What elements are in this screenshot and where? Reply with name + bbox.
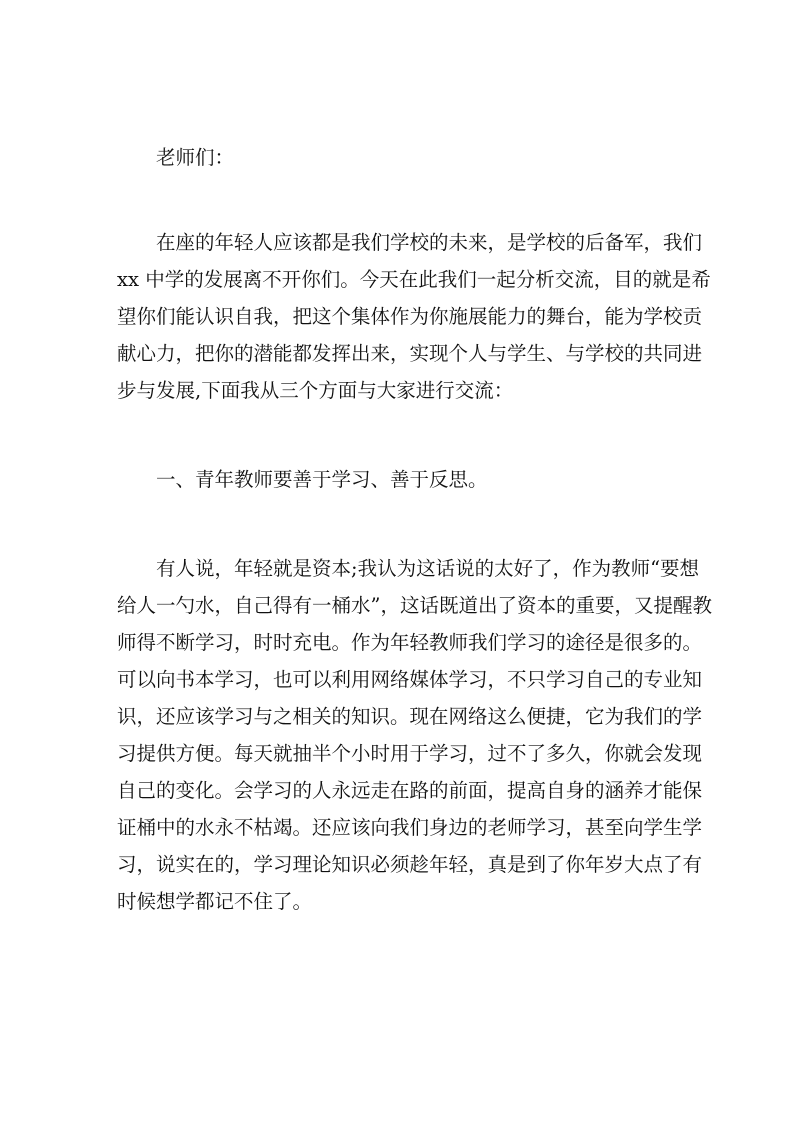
- paragraph-line: xx 中学的发展离不开你们。今天在此我们一起分析交流，目的就是希: [117, 268, 711, 291]
- paragraph-line: 给人一勺水，自己得有一桶水”，这话既道出了资本的重要，又提醒教: [117, 594, 712, 617]
- section-heading-text: 一、青年教师要善于学习、善于反思。: [156, 468, 488, 491]
- paragraph-line: 识，还应该学习与之相关的知识。现在网络这么便捷，它为我们的学: [117, 705, 703, 728]
- paragraph-line: 习，说实在的，学习理论知识必须趁年轻，真是到了你年岁大点了有: [117, 853, 703, 876]
- paragraph-line: 可以向书本学习，也可以利用网络媒体学习，不只学习自己的专业知: [117, 668, 703, 691]
- salutation: 老师们：: [156, 146, 235, 169]
- paragraph-gap: [117, 409, 678, 461]
- paragraph-intro: [117, 224, 711, 409]
- paragraph-learning: [117, 550, 712, 920]
- paragraph-line: 望你们能认识自我，把这个集体作为你施展能力的舞台，能为学校贡: [117, 305, 703, 328]
- document-body: [117, 139, 712, 920]
- paragraph-line: 自己的变化。会学习的人永远走在路的前面，提高自身的涵养才能保: [117, 779, 703, 802]
- paragraph-line: 步与发展,下面我从三个方面与大家进行交流：: [117, 379, 514, 402]
- paragraph-line: 时候想学都记不住了。: [117, 890, 313, 913]
- paragraph-line: 在座的年轻人应该都是我们学校的未来，是学校的后备军，我们: [156, 231, 703, 254]
- paragraph-line: 证桶中的水永不枯竭。还应该向我们身边的老师学习，甚至向学生学: [117, 816, 703, 839]
- paragraph-line: 习提供方便。每天就抽半个小时用于学习，过不了多久，你就会发现: [117, 742, 703, 765]
- paragraph-line: 有人说，年轻就是资本;我认为这话说的太好了，作为教师“要想: [156, 557, 700, 580]
- paragraph-gap: [117, 498, 678, 550]
- paragraph-gap: [117, 176, 678, 224]
- paragraph-line: 师得不断学习，时时充电。作为年轻教师我们学习的途径是很多的。: [117, 631, 703, 654]
- paragraph-line: 献心力，把你的潜能都发挥出来，实现个人与学生、与学校的共同进: [117, 342, 703, 365]
- section-heading-1: [117, 461, 678, 498]
